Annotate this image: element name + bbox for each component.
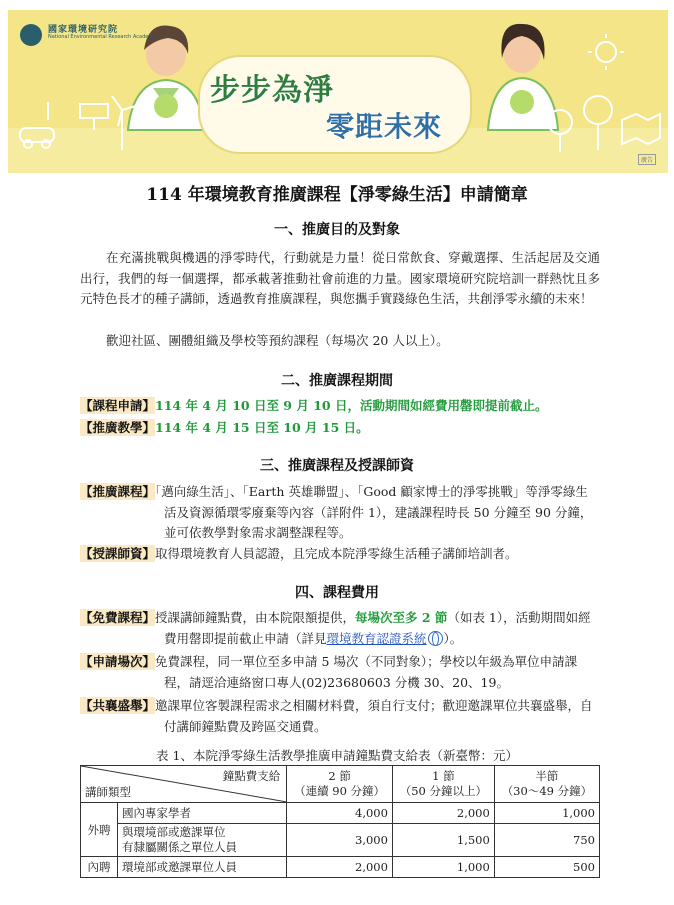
table-caption: 表 1、本院淨零綠生活教學推廣申請鐘點費支給表（新臺幣：元） (156, 748, 518, 763)
logo-name-cn: 國家環境研究院 (48, 25, 119, 35)
cell: 2,000 (287, 857, 393, 878)
teacher-text: 取得環境教育人員認證，且完成本院淨零綠生活種子講師培訓者。 (155, 546, 518, 561)
col-header-2: 2 節 （連續 90 分鐘） (287, 766, 393, 803)
period-apply-text: 114 年 4 月 10 日至 9 月 10 日，活動期間如經費用罄即提前截止。 (155, 398, 548, 413)
academy-logo-icon (20, 24, 42, 46)
teacher-tag: 【授課師資】 (80, 546, 156, 561)
course-text: 「邁向綠生活」、「Earth 英雄聯盟」、「Good 顧家博士的淨零挑戰」等淨零綠生活及資源循環零廢棄等內容（詳附件 1），建議課程時長 50 分鐘至 90 分鐘，並可依教學對象需求調整課程等。 (155, 484, 593, 540)
sponsor-text: 邀課單位客製課程需求之相關材料費，須自行支付；歡迎邀課單位共襄盛舉，自付講師鐘點費及跨區交通費。 (155, 698, 593, 734)
section-4-heading: 四、課程費用 (295, 585, 379, 601)
period-teach-row (80, 418, 600, 439)
cell: 3,000 (287, 824, 393, 857)
free-course-tag: 【免費課程】 (80, 610, 156, 625)
banner-title-line2: 零距未來 (326, 110, 443, 143)
sponsor-tag: 【共襄盛舉】 (80, 698, 156, 713)
table-row (81, 803, 600, 824)
course-tag: 【推廣課程】 (80, 484, 156, 499)
period-teach-text: 114 年 4 月 15 日至 10 月 15 日。 (155, 420, 369, 435)
table-corner-cell (81, 766, 287, 803)
ad-badge: 廣告 (638, 154, 656, 165)
section-3-heading: 三、推廣課程及授課師資 (260, 458, 414, 474)
banner-title-line1: 步步為淨 (210, 73, 334, 108)
table-row (81, 857, 600, 878)
cell: 500 (494, 857, 599, 878)
sessions-tag: 【申請場次】 (80, 654, 156, 669)
corner-bottom-label: 講師類型 (85, 785, 131, 799)
header-banner (8, 10, 668, 173)
fee-table (80, 765, 600, 878)
free-course-row (80, 608, 600, 649)
cell: 1,000 (494, 803, 599, 824)
row-type: 國內專家學者 (118, 803, 287, 824)
table-header-row (81, 766, 600, 803)
sponsor-row (80, 696, 600, 737)
free-course-text-b: （如表 1），活動期間如經費用罄即提前截止申請（詳見 (164, 610, 591, 646)
document-title: 114 年環境教育推廣課程【淨零綠生活】申請簡章 (146, 185, 528, 205)
section-1-heading: 一、推廣目的及對象 (274, 222, 400, 238)
group-external: 外聘 (81, 803, 118, 857)
course-row (80, 482, 600, 544)
row-type: 與環境部或邀課單位 有隸屬關係之單位人員 (118, 824, 287, 857)
certification-system-link[interactable]: 環境教育認證系統 (326, 630, 427, 646)
teacher-row (80, 544, 600, 565)
sessions-row (80, 652, 600, 693)
row-type: 環境部或邀課單位人員 (118, 857, 287, 878)
free-course-text-a: 授課講師鐘點費，由本院限額提供， (155, 610, 356, 625)
cell: 4,000 (287, 803, 393, 824)
group-internal: 內聘 (81, 857, 118, 878)
section-2-heading: 二、推廣課程期間 (281, 373, 393, 389)
logo-name-en: National Environmental Research Academy (48, 34, 157, 40)
period-apply-tag: 【課程申請】 (80, 398, 156, 413)
corner-top-label: 鐘點費支給 (222, 769, 281, 783)
cell: 1,000 (392, 857, 494, 878)
free-course-highlight: 每場次至多 2 節 (355, 610, 448, 625)
period-teach-tag: 【推廣教學】 (80, 420, 156, 435)
section-1-paragraph-2: 歡迎社區、團體組織及學校等預約課程（每場次 20 人以上）。 (106, 333, 449, 348)
section-1-paragraph-1: 在充滿挑戰與機遇的淨零時代，行動就是力量！從日常飲食、穿戴選擇、生活起居及交通出行，我們的每一個選擇，都承載著推動社會前進的力量。國家環境研究院培訓一群熱忱且多元特色長才的種子講師，透過教育推廣課程，與您攜手實踐綠色生活，共創淨零永續的未來！ (80, 250, 600, 306)
cell: 1,500 (392, 824, 494, 857)
cell: 2,000 (392, 803, 494, 824)
col-header-half: 半節 （30～49 分鐘） (494, 766, 599, 803)
period-apply-row (80, 396, 600, 417)
free-course-text-c: ）。 (443, 630, 463, 646)
table-row (81, 824, 600, 857)
col-header-1: 1 節 （50 分鐘以上） (392, 766, 494, 803)
cell: 750 (494, 824, 599, 857)
sessions-text: 免費課程，同一單位至多申請 5 場次（不同對象）；學校以年級為單位申請課程，請逕洽連絡窗口專人(02)23680603 分機 30、20、19。 (155, 654, 578, 690)
globe-icon[interactable] (428, 631, 443, 646)
